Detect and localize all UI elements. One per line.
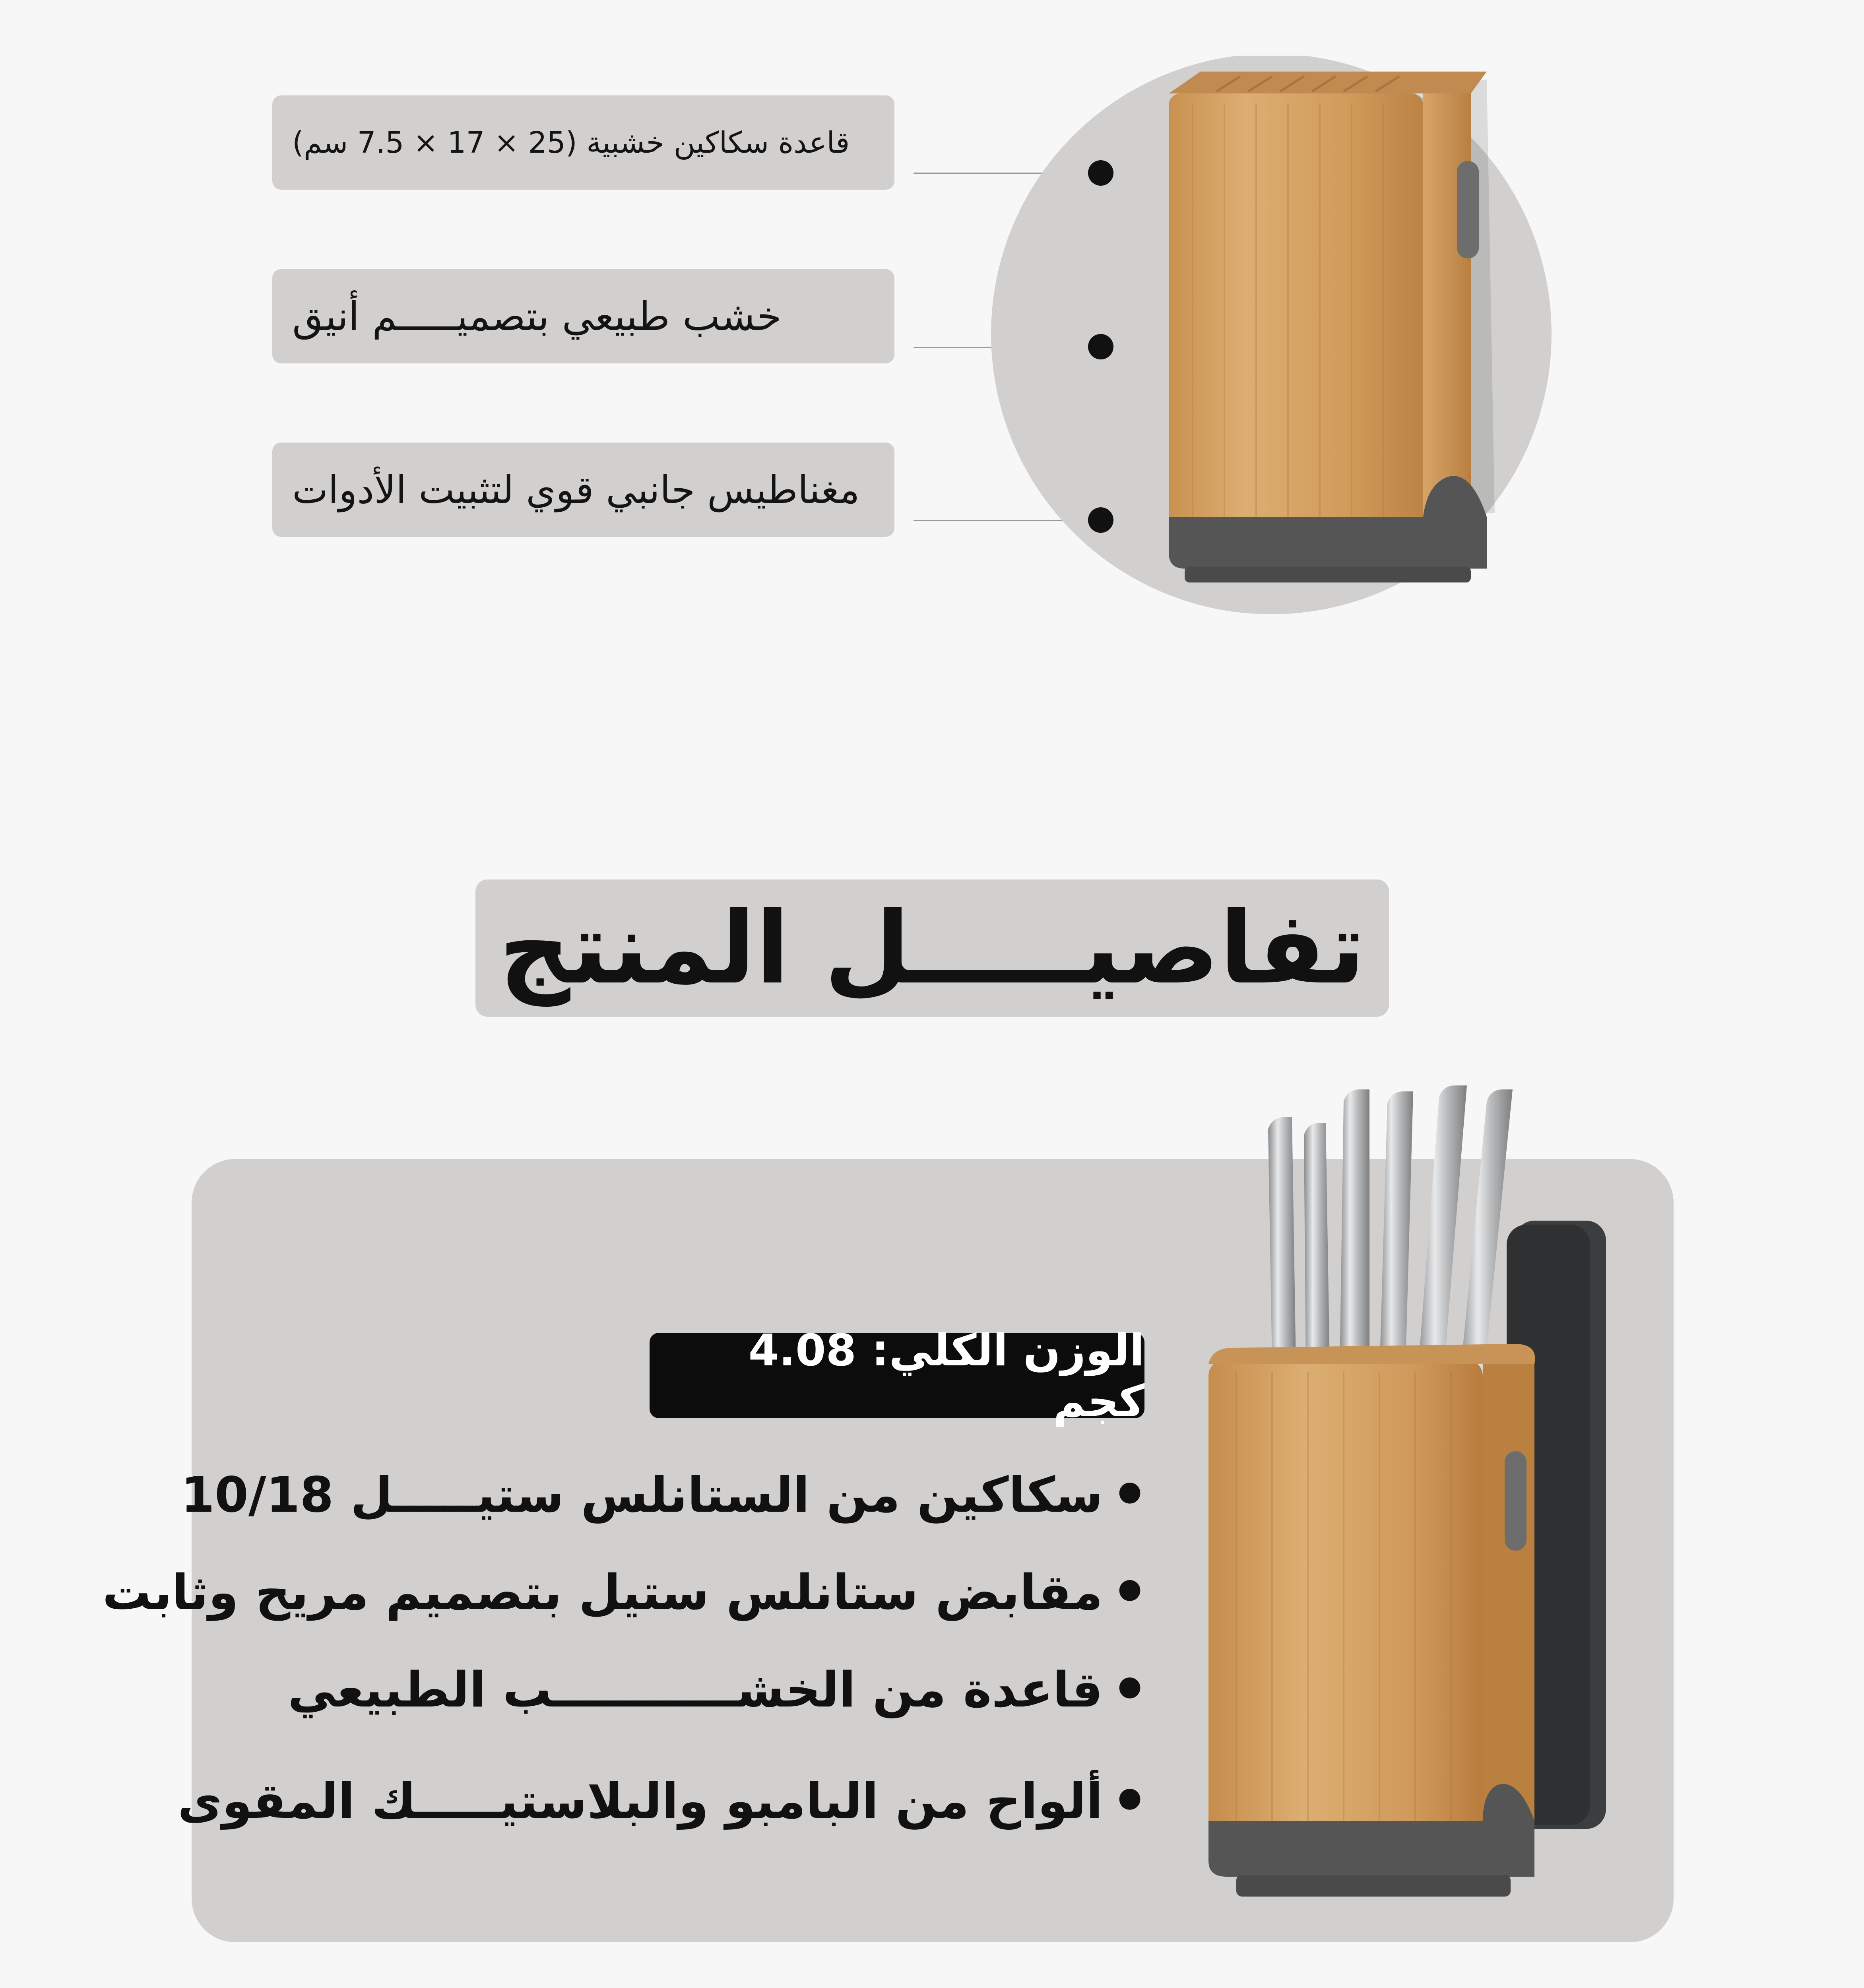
spec-text: مقابض ستانلس ستيل بتصميم مريح وثابت bbox=[102, 1564, 1103, 1621]
knife-block-image bbox=[970, 56, 1590, 632]
feature-pill-natural-wood bbox=[272, 269, 894, 363]
section-title-pill bbox=[475, 879, 1389, 1017]
weight-badge bbox=[650, 1324, 1144, 1427]
magnet-badge bbox=[1505, 1451, 1527, 1551]
section-title: تفاصيـــــل المنتج bbox=[498, 890, 1366, 1006]
feature-pill-magnet bbox=[272, 443, 894, 537]
spec-item bbox=[177, 1767, 1149, 1836]
bullet-mark: • bbox=[1111, 1767, 1149, 1836]
spec-text: ألواح من البامبو والبلاستيـــــك المقوى bbox=[177, 1773, 1103, 1829]
spec-item bbox=[102, 1558, 1149, 1627]
bullet-mark: • bbox=[1111, 1558, 1149, 1627]
feature-label: مغناطيس جانبي قوي لتثبيت الأدوات bbox=[292, 467, 860, 512]
magnet-badge bbox=[1457, 161, 1479, 258]
callout-dot bbox=[1088, 507, 1113, 533]
bullet-mark: • bbox=[1111, 1655, 1149, 1724]
feature-label: خشب طبيعي بتصميـــــم أنيق bbox=[292, 293, 782, 340]
feature-pill-dimensions bbox=[272, 95, 894, 190]
spec-item bbox=[254, 1656, 1149, 1724]
spec-text: سكاكين من الستانلس ستيـــــل 10/18 bbox=[181, 1467, 1103, 1523]
weight-label: الوزن الكلي: 4.08 كجم bbox=[748, 1324, 1144, 1427]
spec-item bbox=[181, 1460, 1149, 1530]
callout-dot bbox=[1088, 160, 1113, 186]
bullet-mark: • bbox=[1111, 1460, 1149, 1530]
spec-text: قاعدة من الخشـــــــــــب الطبيعي bbox=[287, 1662, 1103, 1718]
knife-set-image bbox=[1189, 1085, 1666, 1932]
callout-dot bbox=[1088, 334, 1113, 359]
feature-label: قاعدة سكاكين خشبية (25 × 17 × 7.5 سم) bbox=[292, 125, 850, 160]
